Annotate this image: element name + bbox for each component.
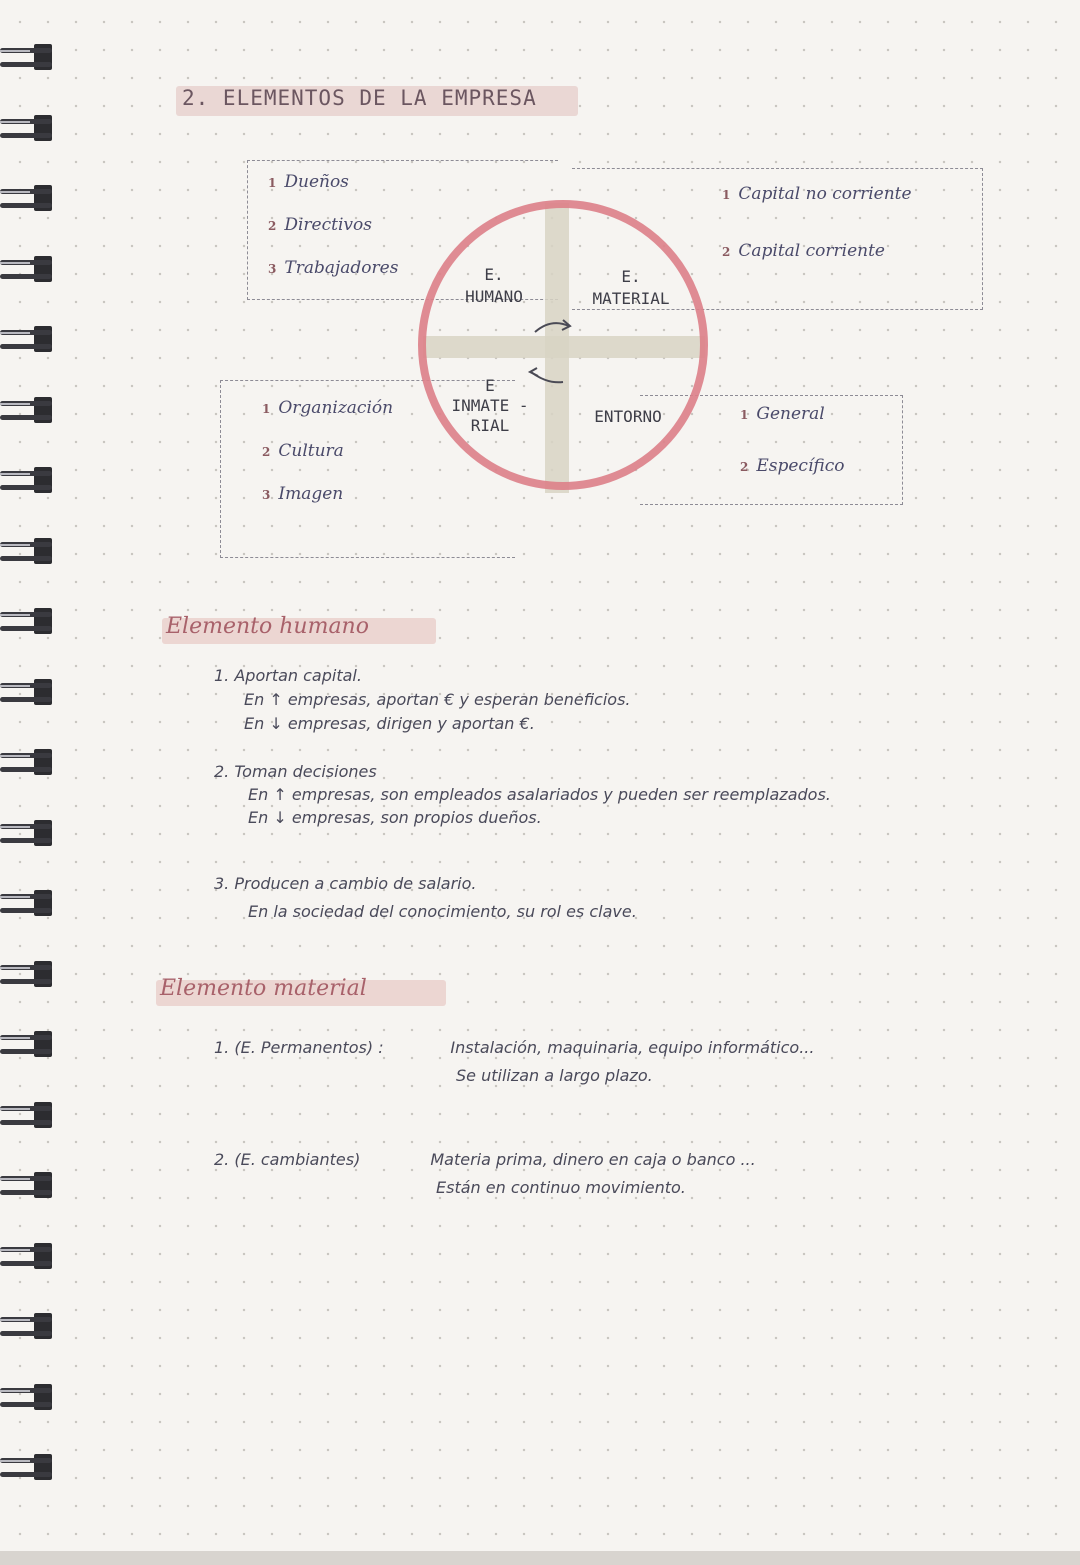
spiral-ring <box>0 1309 60 1343</box>
spiral-ring <box>0 1450 60 1484</box>
list-item: 2 Específico <box>740 456 845 476</box>
spiral-ring <box>0 181 60 215</box>
section-heading-humano: Elemento humano <box>166 614 369 639</box>
list-item: 2 Capital corriente <box>722 241 885 261</box>
spiral-ring <box>0 1098 60 1132</box>
spiral-ring <box>0 1027 60 1061</box>
inmaterial-list <box>262 398 393 504</box>
spiral-ring <box>0 322 60 356</box>
list-item: 3 Trabajadores <box>268 258 399 278</box>
list-item: 2 Cultura <box>262 441 344 461</box>
list-item: 1 General <box>740 404 825 424</box>
spiral-ring <box>0 745 60 779</box>
spiral-ring <box>0 111 60 145</box>
spiral-ring <box>0 393 60 427</box>
spiral-ring <box>0 816 60 850</box>
quadrant-humano: E. HUMANO <box>465 265 523 306</box>
list-item: 2 Directivos <box>268 215 372 235</box>
humano-point-2: 2. Toman decisiones En ↑ empresas, son empleados asalariados y pueden ser reemplazados. En ↓ empresas, son propios dueños. <box>214 762 831 827</box>
humano-point-3: 3. Producen a cambio de salario. En la sociedad del conocimiento, su rol es clave. <box>214 874 637 921</box>
spiral-ring <box>0 957 60 991</box>
section-heading-material: Elemento material <box>160 976 367 1001</box>
spiral-ring <box>0 675 60 709</box>
material-list <box>722 184 912 261</box>
spiral-ring <box>0 604 60 638</box>
list-item: 3 Imagen <box>262 484 344 504</box>
list-item: 1 Dueños <box>268 172 349 192</box>
humano-list <box>268 172 398 278</box>
elements-diagram <box>413 198 713 498</box>
spiral-ring <box>0 886 60 920</box>
quadrant-inmaterial: E INMATE - RIAL <box>451 376 529 435</box>
entorno-list <box>740 404 845 476</box>
page-title: 2. ELEMENTOS DE LA EMPRESA <box>182 86 537 110</box>
material-point-2: 2. (E. cambiantes) Materia prima, dinero en caja o banco ... Están en continuo movimiento. <box>214 1150 756 1197</box>
quadrant-material: E. MATERIAL <box>592 267 670 308</box>
page-bottom-edge <box>0 1551 1080 1565</box>
cross-horizontal <box>423 336 705 358</box>
quadrant-entorno: ENTORNO <box>594 407 662 426</box>
spiral-ring <box>0 1380 60 1414</box>
list-item: 1 Organización <box>262 398 394 418</box>
spiral-binding <box>0 40 60 1510</box>
spiral-ring <box>0 534 60 568</box>
list-item: 1 Capital no corriente <box>722 184 912 204</box>
spiral-ring <box>0 1168 60 1202</box>
humano-point-1: 1. Aportan capital. En ↑ empresas, aportan € y esperan beneficios. En ↓ empresas, dirigen y aportan €. <box>214 666 631 733</box>
material-point-1: 1. (E. Permanentos) : Instalación, maquinaria, equipo informático... Se utilizan a largo plazo. <box>214 1038 815 1085</box>
spiral-ring <box>0 463 60 497</box>
spiral-ring <box>0 40 60 74</box>
spiral-ring <box>0 1239 60 1273</box>
spiral-ring <box>0 252 60 286</box>
